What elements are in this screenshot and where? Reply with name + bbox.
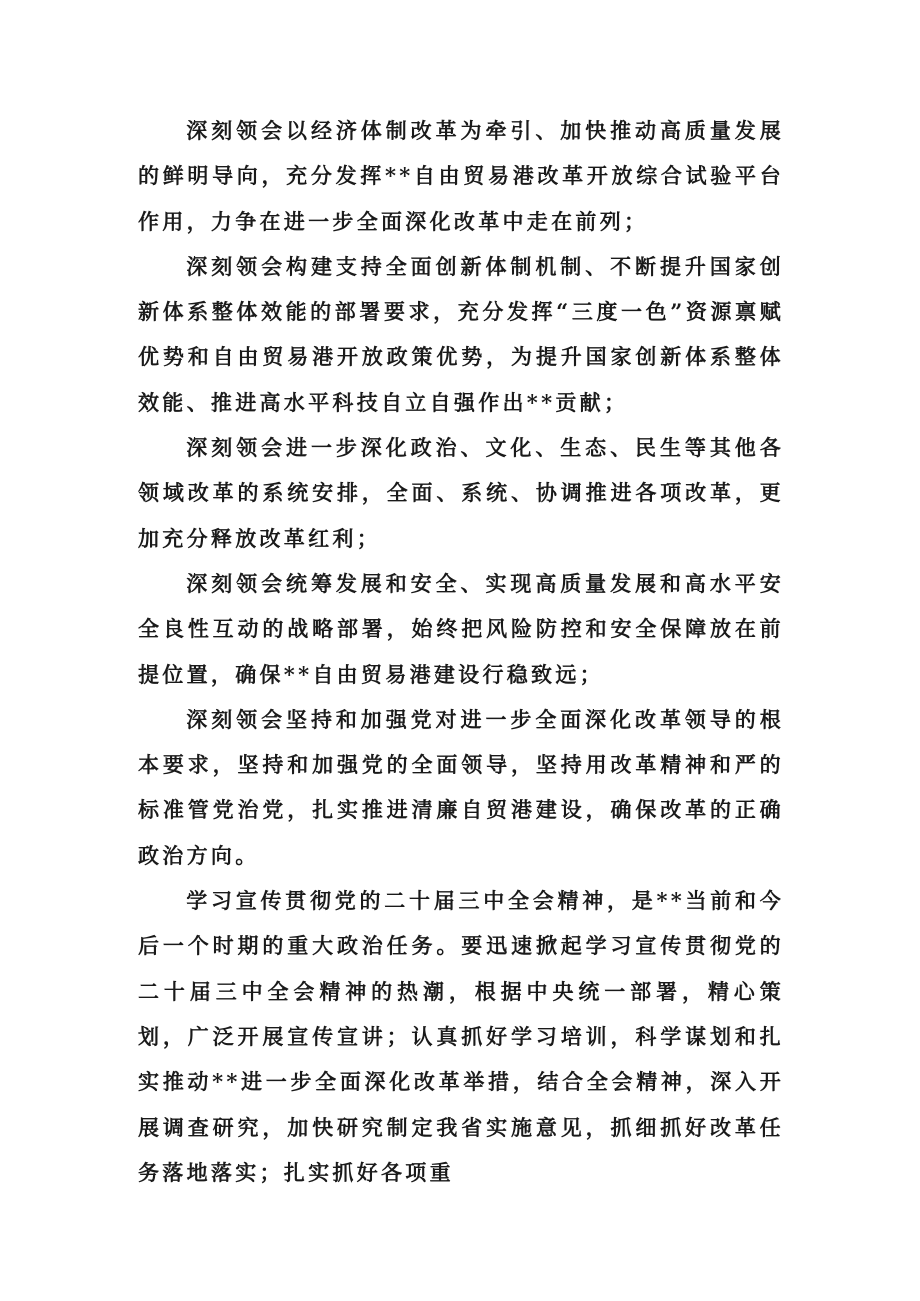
paragraph-1: 深刻领会以经济体制改革为牵引、加快推动高质量发展的鲜明导向，充分发挥**自由贸易港改革开放综合试验平台作用，力争在进一步全面深化改革中走在前列； [138,118,784,234]
document-body [138,108,784,1195]
paragraph-5: 深刻领会坚持和加强党对进一步全面深化改革领导的根本要求，坚持和加强党的全面领导，坚持用改革精神和严的标准管党治党，扎实推进清廉自贸港建设，确保改革的正确政治方向。 [138,706,784,868]
paragraph-4: 深刻领会统筹发展和安全、实现高质量发展和高水平安全良性互动的战略部署，始终把风险防控和安全保障放在前提位置，确保**自由贸易港建设行稳致远； [138,570,784,687]
paragraph-2: 深刻领会构建支持全面创新体制机制、不断提升国家创新体系整体效能的部署要求，充分发挥“三度一色”资源禀赋优势和自由贸易港开放政策优势，为提升国家创新体系整体效能、推进高水平科技自立自强作出**贡献； [138,253,784,415]
paragraph-3: 深刻领会进一步深化政治、文化、生态、民生等其他各领域改革的系统安排，全面、系统、协调推进各项改革，更加充分释放改革红利； [138,435,784,551]
paragraph-6: 学习宣传贯彻党的二十届三中全会精神，是**当前和今后一个时期的重大政治任务。要迅速掀起学习宣传贯彻党的二十届三中全会精神的热潮，根据中央统一部署，精心策划，广泛开展宣传宣讲；认真抓好学习培训，科学谋划和扎实推动**进一步全面深化改革举措，结合全会精神，深入开展调查研究，加快研究制定我省实施意见，抓细抓好改革任务落地落实；扎实抓好各项重 [138,888,784,1185]
